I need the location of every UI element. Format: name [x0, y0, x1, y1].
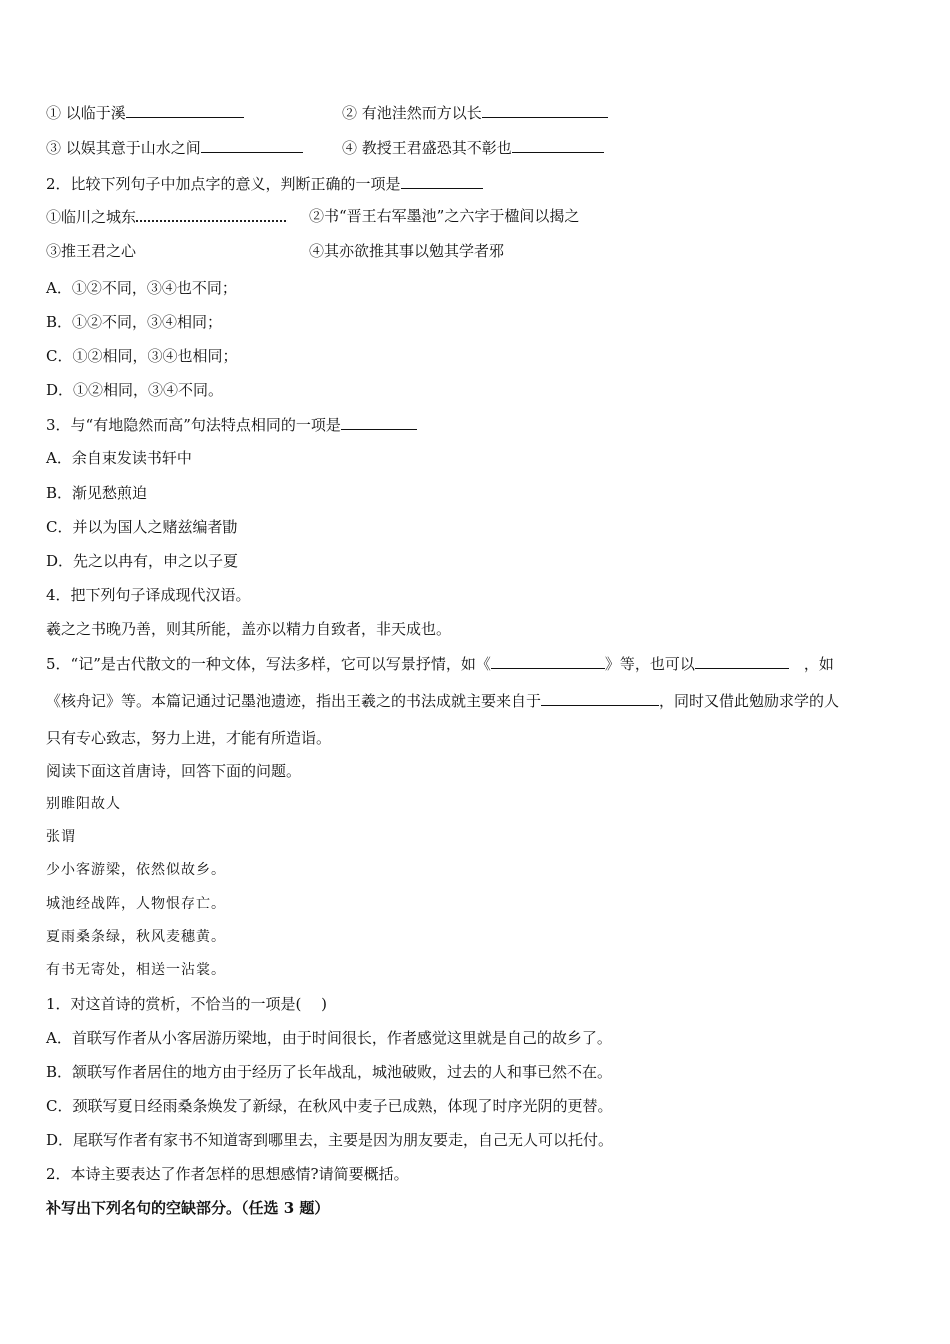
q3-option-d[interactable]: D．先之以冉有，申之以子夏 — [46, 552, 239, 570]
q1-item-b: ② 有池洼然而方以长 — [342, 102, 608, 123]
q2-option-c[interactable]: C．①②相同，③④也相同； — [46, 347, 238, 365]
poem-q2-stem: 2．本诗主要表达了作者怎样的思想感情?请简要概括。 — [46, 1165, 409, 1183]
q4-sentence: 羲之之书晚乃善，则其所能，盖亦以精力自致者，非天成也。 — [46, 620, 452, 638]
answer-blank[interactable] — [541, 690, 659, 706]
answer-blank[interactable] — [401, 173, 483, 189]
q2-sentence-2: ②书“晋王右军墨池”之六字于楹间以揭之 — [309, 207, 580, 225]
answer-blank[interactable] — [695, 653, 789, 669]
poem-q1-option-b[interactable]: B．颔联写作者居住的地方由于经历了长年战乱，城池破败，过去的人和事已然不在。 — [46, 1063, 613, 1081]
q1-item-a: ① 以临于溪 — [46, 102, 244, 123]
answer-blank[interactable] — [512, 137, 604, 153]
q3-option-b[interactable]: B．渐见愁煎迫 — [46, 484, 148, 502]
poem-author: 张谓 — [46, 829, 76, 845]
poem-q1-option-d[interactable]: D．尾联写作者有家书不知道寄到哪里去，主要是因为朋友要走，自己无人可以托付。 — [46, 1131, 614, 1149]
answer-blank[interactable] — [126, 102, 244, 118]
q5-line-2: 《核舟记》等。本篇记通过记墨池遗迹，指出王羲之的书法成就主要来自于 ，同时又借此勉励求学的人 — [46, 692, 840, 710]
poem-q1-option-c[interactable]: C．颈联写夏日经雨桑条焕发了新绿，在秋风中麦子已成熟，体现了时序光阴的更替。 — [46, 1097, 613, 1115]
answer-blank[interactable] — [491, 653, 605, 669]
poem-intro: 阅读下面这首唐诗，回答下面的问题。 — [46, 762, 302, 780]
q2-sentence-1: ①临川之城东 — [46, 206, 286, 227]
q3-option-c[interactable]: C．并以为国人之赌兹编者勖 — [46, 518, 238, 536]
answer-blank[interactable] — [482, 102, 608, 118]
q2-sentence-4: ④其亦欲推其事以勉其学者邪 — [309, 242, 505, 260]
q5-line-1: 5．“记”是古代散文的一种文体，写法多样，它可以写景抒情，如《 》等，也可以 ，如 — [46, 655, 834, 673]
q2-option-d[interactable]: D．①②相同，③④不同。 — [46, 381, 224, 399]
poem-title: 别睢阳故人 — [46, 796, 121, 812]
poem-line: 有书无寄处，相送一沾裳。 — [46, 962, 226, 978]
q2-option-b[interactable]: B．①②不同，③④相同； — [46, 313, 223, 331]
poem-q1-option-a[interactable]: A．首联写作者从小客居游历梁地，由于时间很长，作者感觉这里就是自己的故乡了。 — [46, 1029, 612, 1047]
q3-option-a[interactable]: A．余自束发读书轩中 — [46, 449, 192, 467]
emphasis-dots — [136, 206, 286, 222]
q5-line-3: 只有专心致志，努力上进，才能有所造诣。 — [46, 729, 332, 747]
answer-blank[interactable] — [201, 137, 303, 153]
q1-item-d: ④ 教授王君盛恐其不彰也 — [342, 137, 604, 158]
q4-stem: 4．把下列句子译成现代汉语。 — [46, 586, 251, 604]
poem-q1-stem: 1．对这首诗的赏析，不恰当的一项是( ) — [46, 995, 328, 1013]
q2-stem: 2．比较下列句子中加点字的意义，判断正确的一项是 — [46, 173, 483, 194]
q1-item-c: ③ 以娱其意于山水之间 — [46, 137, 303, 158]
q2-option-a[interactable]: A．①②不同，③④也不同； — [46, 279, 237, 297]
q3-stem: 3．与“有地隐然而高”句法特点相同的一项是 — [46, 414, 417, 435]
poem-line: 夏雨桑条绿，秋风麦穗黄。 — [46, 929, 226, 945]
answer-blank[interactable] — [341, 414, 417, 430]
poem-line: 城池经战阵，人物恨存亡。 — [46, 896, 226, 912]
poem-line: 少小客游梁，依然似故乡。 — [46, 862, 226, 878]
q2-sentence-3: ③推王君之心 — [46, 242, 137, 260]
section-heading: 补写出下列名句的空缺部分。（任选 3 题） — [46, 1199, 330, 1217]
